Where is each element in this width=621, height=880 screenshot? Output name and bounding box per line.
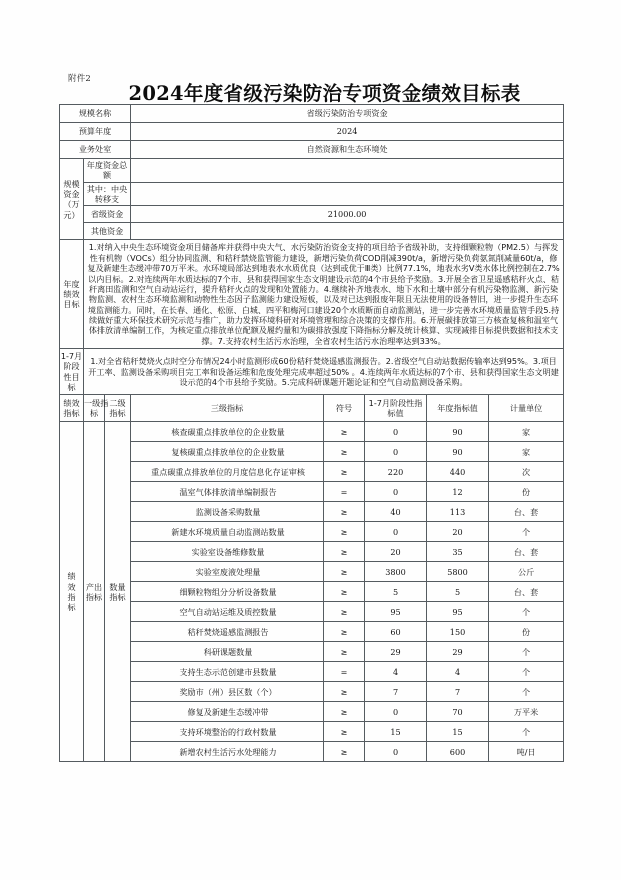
metrics-header-phase-value: 1-7月阶段性指标值 (365, 395, 427, 422)
metric-row (60, 522, 564, 542)
annual-goal-label (60, 240, 84, 349)
label-line: 绩 (67, 571, 76, 582)
metric-name: 监测设备采购数量 (131, 502, 324, 522)
metric-symbol: ≥ (324, 682, 365, 702)
funding-value (131, 159, 564, 183)
metric-annual-value: 440 (427, 462, 489, 482)
metric-unit: 台、套 (489, 502, 564, 522)
metrics-header-annual-value: 年度指标值 (427, 395, 489, 422)
label-line: 1-7月 (60, 351, 83, 362)
metric-annual-value: 95 (427, 602, 489, 622)
metric-symbol: = (324, 482, 365, 502)
metric-name: 空气自动站运维及质控数量 (131, 602, 324, 622)
metric-name: 细颗粒物组分分析设备数量 (131, 582, 324, 602)
metric-symbol: ≥ (324, 602, 365, 622)
metric-phase-value: 29 (365, 642, 427, 662)
metric-row (60, 422, 564, 442)
funding-row (60, 159, 564, 183)
label-line: 指 (67, 591, 76, 602)
metric-row (60, 502, 564, 522)
metric-name: 秸秆焚烧遥感监测报告 (131, 622, 324, 642)
metric-name: 复核碳重点排放单位的企业数量 (131, 442, 324, 462)
metric-name: 新建水环境质量自动监测站数量 (131, 522, 324, 542)
metric-row (60, 682, 564, 702)
metric-unit: 台、套 (489, 542, 564, 562)
metrics-group-quantity: 数量指标 (105, 422, 131, 762)
label-line: 产出 (85, 581, 103, 592)
metric-phase-value: 0 (365, 702, 427, 722)
metrics-header-unit: 计量单位 (489, 395, 564, 422)
metric-symbol: ≥ (324, 742, 365, 762)
metric-symbol: ≥ (324, 502, 365, 522)
label-line: 元） (63, 209, 80, 220)
metric-name: 实验室设备维修数量 (131, 542, 324, 562)
metric-annual-value: 20 (427, 522, 489, 542)
label-line: 标 (67, 602, 76, 613)
metric-annual-value: 5800 (427, 562, 489, 582)
info-value: 2024 (131, 123, 564, 141)
metric-phase-value: 220 (365, 462, 427, 482)
metric-symbol: ≥ (324, 642, 365, 662)
info-value: 自然资源和生态环境处 (131, 141, 564, 159)
metric-unit: 个 (489, 642, 564, 662)
funding-label: 省级资金 (84, 206, 131, 223)
metric-symbol: = (324, 662, 365, 682)
metric-annual-value: 4 (427, 662, 489, 682)
info-label: 预算年度 (60, 123, 131, 141)
label-line: 年度 (63, 278, 80, 289)
label-line: 资金 (63, 188, 80, 199)
metric-row (60, 582, 564, 602)
label-line: 规模 (63, 178, 80, 189)
label-line: 绩效 (63, 398, 80, 409)
metric-symbol: ≥ (324, 622, 365, 642)
label-line: （万 (63, 199, 80, 210)
metric-phase-value: 20 (365, 542, 427, 562)
funding-row (60, 182, 564, 206)
label-line: 标 (89, 408, 99, 419)
metrics-header-symbol: 符号 (324, 395, 365, 422)
metric-unit: 个 (489, 682, 564, 702)
metrics-header-col4: 三级指标 (131, 395, 324, 422)
annual-goal-text: 1.对纳入中央生态环境资金项目储备库并获得中央大气、水污染防治资金支持的项目给予省级补助，支持细颗粒物（PM2.5）与挥发性有机物（VOCs）组分协同监测、和秸秆禁烧监管能力建设，新增污染负荷COD削减390t/a，新增污染负荷氨氮削减量60t/a，修复及新建生态缓冲带70万平米。水环境局部达到地表水水质优良（达到或优于Ⅲ类）比例77.1%，地表水劣Ⅴ类水体比例控制在2.7%以内目标。2.对连续两年水质达标的7个市、县和获得国家生态文明建设示范的4个市县给予奖励。3.开展全省卫星遥感秸秆火点、秸秆离田监测和空气自动站运行，提升秸秆火点的发现和处置能力。4.继续补齐地表水、地下水和土壤中部分有机污染物监测、新污染物监测、农村生态环境监测和动物性生态因子监测能力建设短板，以及对已达到报废年限且无法使用的设备替旧，进一步提升生态环境监测能力。同时，在长春、通化、松原、白城、四平和梅河口建设20个水质断面自动监测站，进一步完善水环境质量监管手段5.持续做好重大环保技术研究示范与推广，助力发挥环境科研对环境管理和综合决策的支撑作用。6.开展碳排放第三方核查复核和温室气体排放清单编制工作，为核定重点排放单位配额及履约量和为碳排放强度下降指标分解及统计核算、实现减排目标提供数据和技术支撑。7.支持农村生活污水治理，全省农村生活污水治理率达到33%。 (84, 240, 564, 349)
info-label: 规模名称 (60, 105, 131, 123)
metrics-group-performance (60, 422, 84, 762)
metric-row (60, 562, 564, 582)
metric-unit: 家 (489, 422, 564, 442)
metric-unit: 个 (489, 722, 564, 742)
metric-annual-value: 35 (427, 542, 489, 562)
metric-row (60, 482, 564, 502)
metric-unit: 份 (489, 622, 564, 642)
label-line: 绩效 (63, 289, 80, 300)
metric-name: 温室气体排放清单编制报告 (131, 482, 324, 502)
metric-unit: 吨/日 (489, 742, 564, 762)
metric-row (60, 642, 564, 662)
metric-name: 修复及新建生态缓冲带 (131, 702, 324, 722)
metric-annual-value: 600 (427, 742, 489, 762)
metric-symbol: ≥ (324, 702, 365, 722)
info-row (60, 141, 564, 159)
performance-goal-table (59, 104, 564, 762)
label-line: 指标 (85, 591, 103, 602)
metric-phase-value: 60 (365, 622, 427, 642)
metrics-header-col2 (84, 395, 109, 422)
metric-name: 重点碳重点排放单位的月度信息化存证审核 (131, 462, 324, 482)
label-line: 性目 (63, 371, 80, 382)
metric-row (60, 542, 564, 562)
info-row (60, 123, 564, 141)
metric-row (60, 442, 564, 462)
page-title: 2024年度省级污染防治专项资金绩效目标表 (128, 82, 521, 105)
funding-value: 21000.00 (131, 206, 564, 223)
metric-phase-value: 0 (365, 442, 427, 462)
metric-name: 支持生态示范创建市县数量 (131, 662, 324, 682)
metric-phase-value: 0 (365, 742, 427, 762)
metric-phase-value: 0 (365, 422, 427, 442)
metric-annual-value: 150 (427, 622, 489, 642)
metric-annual-value: 12 (427, 482, 489, 502)
metric-annual-value: 113 (427, 502, 489, 522)
metric-name: 核查碳重点排放单位的企业数量 (131, 422, 324, 442)
metric-annual-value: 90 (427, 422, 489, 442)
metric-name: 实验室废液处理量 (131, 562, 324, 582)
attachment-label: 附件2 (68, 74, 92, 84)
label-line: 标 (67, 382, 76, 393)
info-value: 省级污染防治专项资金 (131, 105, 564, 123)
metric-row (60, 742, 564, 762)
label-line: 目标 (63, 299, 80, 310)
metric-name: 奖励市（州）县区数（个） (131, 682, 324, 702)
metric-unit: 次 (489, 462, 564, 482)
metric-annual-value: 5 (427, 582, 489, 602)
label-line: 阶段 (63, 361, 80, 372)
metric-phase-value: 15 (365, 722, 427, 742)
metric-name: 支持环境整治的行政村数量 (131, 722, 324, 742)
metric-annual-value: 70 (427, 702, 489, 722)
metric-row (60, 462, 564, 482)
label-line: 一级指 (84, 398, 109, 409)
phase-goal-row (60, 349, 564, 395)
metric-name: 新增农村生活污水处理能力 (131, 742, 324, 762)
metric-unit: 个 (489, 522, 564, 542)
metric-phase-value: 7 (365, 682, 427, 702)
metric-symbol: ≥ (324, 722, 365, 742)
funding-row (60, 223, 564, 240)
funding-label: 其他资金 (84, 223, 131, 240)
metric-phase-value: 5 (365, 582, 427, 602)
metric-phase-value: 3800 (365, 562, 427, 582)
metrics-header-row (60, 395, 564, 422)
metric-annual-value: 90 (427, 442, 489, 462)
metric-row (60, 722, 564, 742)
phase-goal-text: 1.对全省秸秆焚烧火点时空分布情况24小时监测形成60份秸秆焚烧遥感监测报告。2.省级空气自动站数据传输率达到95%。3.项目开工率、监测设备采购项目完工率和设备运维和危废处理完成率超过50% 。4.连续两年水质达标的7个市、县和获得国家生态文明建设示范的4个市县给予奖励。5.完成科研课题开题论证和空气自动监测设备采购。 (84, 349, 564, 395)
metrics-group-output (84, 422, 105, 762)
funding-group-label (60, 159, 84, 240)
metric-symbol: ≥ (324, 542, 365, 562)
funding-value (131, 182, 564, 206)
funding-value (131, 223, 564, 240)
phase-goal-label (60, 349, 84, 395)
metric-unit: 个 (489, 662, 564, 682)
metrics-header-col3: 二级指标 (105, 395, 131, 422)
metric-phase-value: 95 (365, 602, 427, 622)
metric-symbol: ≥ (324, 442, 365, 462)
metric-annual-value: 29 (427, 642, 489, 662)
metric-symbol: ≥ (324, 562, 365, 582)
label-line: 指标 (63, 408, 80, 419)
funding-label: 其中：中央转移支 (84, 182, 131, 206)
info-row (60, 105, 564, 123)
metric-phase-value: 0 (365, 482, 427, 502)
metric-annual-value: 7 (427, 682, 489, 702)
metric-symbol: ≥ (324, 522, 365, 542)
metric-unit: 万平米 (489, 702, 564, 722)
metric-phase-value: 0 (365, 522, 427, 542)
metric-annual-value: 15 (427, 722, 489, 742)
metric-unit: 份 (489, 482, 564, 502)
metric-row (60, 622, 564, 642)
metric-phase-value: 40 (365, 502, 427, 522)
metric-unit: 公斤 (489, 562, 564, 582)
metric-unit: 个 (489, 602, 564, 622)
metrics-header-col1 (60, 395, 84, 422)
metric-row (60, 662, 564, 682)
metric-symbol: ≥ (324, 422, 365, 442)
metric-symbol: ≥ (324, 462, 365, 482)
metric-row (60, 602, 564, 622)
info-label: 业务处室 (60, 141, 131, 159)
metric-symbol: ≥ (324, 582, 365, 602)
funding-row (60, 206, 564, 223)
annual-goal-row (60, 240, 564, 349)
funding-label: 年度资金总额 (84, 159, 131, 183)
label-line: 效 (67, 581, 76, 592)
metric-phase-value: 4 (365, 662, 427, 682)
metric-unit: 台、套 (489, 582, 564, 602)
metric-unit: 家 (489, 442, 564, 462)
metric-name: 科研课题数量 (131, 642, 324, 662)
metric-row (60, 702, 564, 722)
